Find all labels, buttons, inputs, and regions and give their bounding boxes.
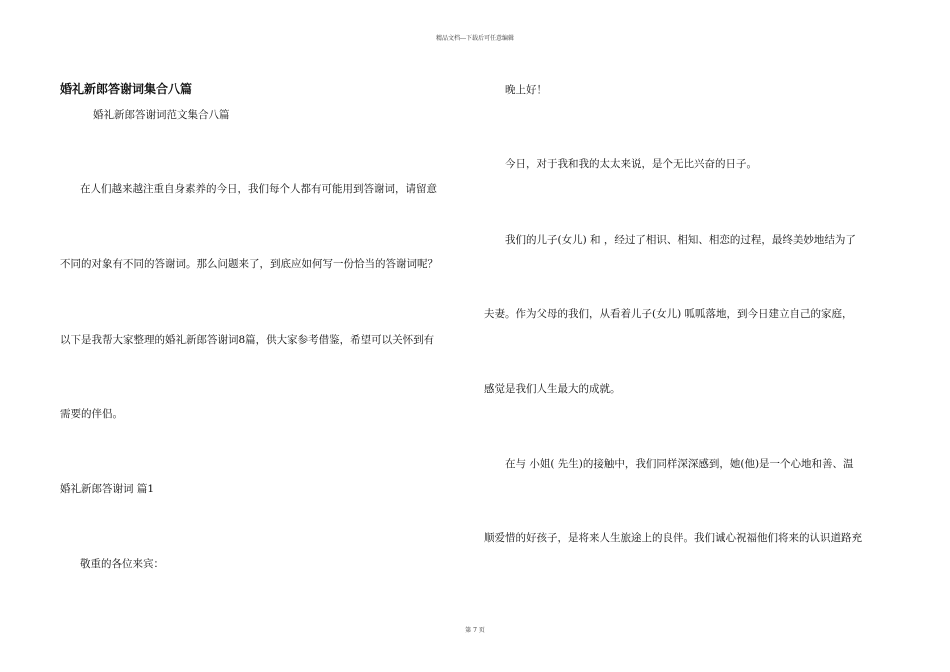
paragraph-line: 感觉是我们人生最大的成就。: [484, 383, 621, 395]
page-number: 第 7 页: [465, 627, 485, 634]
document-title: 婚礼新郎答谢词集合八篇: [60, 82, 193, 96]
paragraph-line: 今日，对于我和我的太太来说，是个无比兴奋的日子。: [505, 158, 757, 170]
section-heading: 婚礼新郎答谢词 篇1: [60, 483, 155, 495]
paragraph-line: 敬重的各位来宾：: [80, 558, 164, 570]
paragraph-line: 需要的伴侣。: [60, 408, 123, 420]
document-subtitle: 婚礼新郎答谢词范文集合八篇: [93, 109, 230, 121]
paragraph-line: 在与 小姐( 先生)的接触中，我们同样深深感到，她(他)是一个心地和善、温: [505, 458, 854, 470]
paragraph-line: 顺爱惜的好孩子，是将来人生旅途上的良伴。我们诚心祝福他们将来的认识道路充: [484, 532, 862, 544]
paragraph-line: 以下是我帮大家整理的婚礼新郎答谢词8篇，供大家参考借鉴，希望可以关怀到有: [60, 334, 435, 346]
paragraph-line: 夫妻。作为父母的我们，从看着儿子(女儿) 呱呱落地，到今日建立自己的家庭，: [484, 308, 853, 320]
paragraph-line: 不同的对象有不同的答谢词。那么问题来了，到底应如何写一份恰当的答谢词呢？: [60, 258, 438, 270]
header-note: 精品文档---下载后可任意编辑: [435, 35, 515, 42]
paragraph-line: 在人们越来越注重自身素养的今日，我们每个人都有可能用到答谢词，请留意: [80, 183, 437, 195]
paragraph-line: 晚上好！: [505, 84, 547, 96]
paragraph-line: 我们的儿子(女儿) 和 ，经过了相识、相知、相恋的过程，最终美妙地结为了: [505, 234, 856, 246]
